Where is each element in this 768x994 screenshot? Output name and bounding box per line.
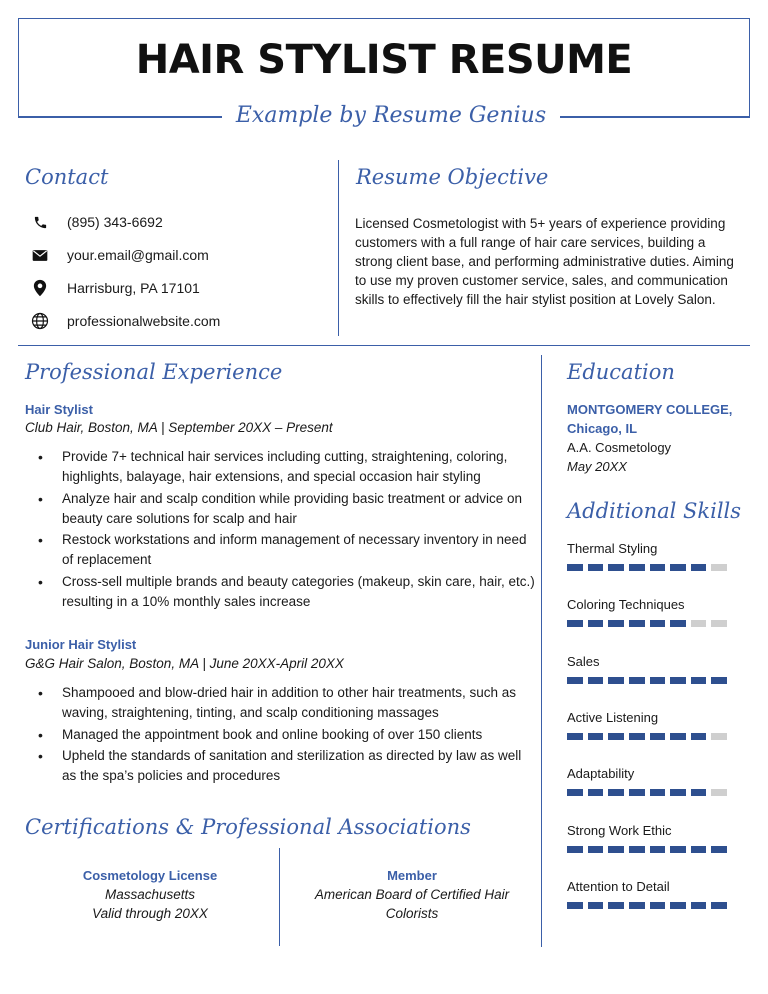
skill-level-bar — [567, 846, 727, 853]
skill-level-filled — [691, 902, 707, 909]
skill-name: Sales — [567, 653, 600, 669]
skill-level-filled — [691, 677, 707, 684]
skill-level-bar — [567, 620, 727, 627]
skill-level-filled — [629, 846, 645, 853]
skill-level-filled — [588, 564, 604, 571]
skill-level-filled — [567, 677, 583, 684]
skill-level-bar — [567, 564, 727, 571]
job-bullets — [25, 683, 535, 788]
skill-level-filled — [711, 677, 727, 684]
resume-subtitle: Example by Resume Genius — [222, 100, 560, 132]
contact-heading: Contact — [25, 165, 109, 189]
education-entry — [567, 400, 732, 476]
skill-level-filled — [650, 789, 666, 796]
contact-email — [30, 244, 209, 266]
certification-item — [40, 866, 260, 923]
contact-phone-text: (895) 343-6692 — [67, 214, 163, 230]
skill-level-filled — [650, 733, 666, 740]
contact-objective-divider — [338, 160, 339, 336]
certification-title: Cosmetology License — [82, 868, 218, 883]
skill-name: Thermal Styling — [567, 541, 658, 556]
skill-level-filled — [567, 789, 583, 796]
skill-level-filled — [670, 620, 686, 627]
skill-level-empty — [711, 564, 727, 571]
header-left-rule — [18, 116, 222, 117]
skill-level-empty — [711, 620, 727, 627]
skill-level-filled — [608, 677, 624, 684]
education-heading: Education — [567, 360, 675, 384]
education-school: MONTGOMERY COLLEGE, — [567, 402, 733, 417]
skill-level-filled — [650, 846, 666, 853]
education-date: May 20XX — [567, 459, 627, 474]
skill-level-empty — [691, 620, 707, 627]
job-meta: Club Hair, Boston, MA | September 20XX – Present — [25, 420, 333, 435]
list-item: • Analyze hair and scalp condition while providing basic treatment or advice on beauty care solutions for scalp and hair — [25, 489, 535, 529]
list-item: • Managed the appointment book and online booking of over 150 clients — [25, 725, 535, 745]
skill-level-filled — [567, 902, 583, 909]
skill-level-filled — [711, 902, 727, 909]
skill-level-filled — [650, 620, 666, 627]
globe-icon — [30, 311, 50, 331]
list-item: • Provide 7+ technical hair services including cutting, straightening, coloring, highlights, balayage, hair extensions, and special occasion hair styling — [25, 447, 535, 487]
skill-level-bar — [567, 733, 727, 740]
skill-level-filled — [691, 846, 707, 853]
skill-level-filled — [629, 564, 645, 571]
skills-heading: Additional Skills — [567, 499, 742, 523]
contact-location — [30, 277, 200, 299]
skill-level-filled — [608, 564, 624, 571]
skill-level-filled — [629, 733, 645, 740]
skill-level-filled — [650, 902, 666, 909]
main-sidebar-divider — [541, 355, 542, 947]
skill-name: Adaptability — [567, 766, 635, 782]
job-title: Hair Stylist — [25, 402, 93, 417]
contact-website — [30, 310, 220, 332]
skill-level-filled — [670, 846, 686, 853]
job-meta: G&G Hair Salon, Boston, MA | June 20XX-April 20XX — [25, 656, 344, 671]
skill-level-filled — [608, 620, 624, 627]
education-location: Chicago, IL — [567, 421, 638, 436]
skill-level-filled — [567, 846, 583, 853]
skill-level-filled — [588, 677, 604, 684]
education-degree: A.A. Cosmetology — [567, 440, 672, 455]
contact-location-text: Harrisburg, PA 17101 — [67, 280, 200, 296]
skill-level-filled — [567, 620, 583, 627]
certifications-divider — [279, 848, 280, 946]
contact-email-text: your.email@gmail.com — [67, 247, 209, 263]
certifications-heading: Certifications & Professional Associations — [25, 815, 471, 839]
skill-level-filled — [608, 846, 624, 853]
section-divider — [18, 345, 750, 346]
skill-level-filled — [670, 677, 686, 684]
certification-title: Member — [387, 868, 437, 883]
list-item: • Upheld the standards of sanitation and sterilization as directed by law as well as the spa’s policies and procedures — [25, 746, 535, 786]
skill-level-filled — [629, 789, 645, 796]
experience-heading: Professional Experience — [25, 360, 283, 384]
certification-detail: Colorists — [385, 906, 439, 921]
skill-level-filled — [629, 620, 645, 627]
skill-level-empty — [711, 789, 727, 796]
skill-level-filled — [588, 902, 604, 909]
objective-heading: Resume Objective — [356, 165, 549, 189]
resume-title: HAIR STYLIST RESUME — [135, 37, 633, 83]
skill-level-filled — [608, 902, 624, 909]
header-right-rule — [560, 116, 750, 117]
skill-level-empty — [711, 733, 727, 740]
skill-level-filled — [629, 677, 645, 684]
skill-level-filled — [567, 564, 583, 571]
phone-icon — [30, 212, 50, 232]
skill-level-filled — [608, 789, 624, 796]
skill-level-filled — [691, 733, 707, 740]
contact-website-text: professionalwebsite.com — [67, 313, 221, 329]
skill-level-filled — [670, 902, 686, 909]
skill-level-filled — [650, 564, 666, 571]
skill-level-filled — [691, 789, 707, 796]
skill-level-filled — [588, 733, 604, 740]
location-pin-icon — [30, 278, 50, 298]
skill-level-filled — [691, 564, 707, 571]
certification-detail: Massachusetts — [104, 887, 196, 902]
skill-level-filled — [650, 677, 666, 684]
skill-level-filled — [588, 620, 604, 627]
skill-level-filled — [608, 733, 624, 740]
skill-name: Strong Work Ethic — [567, 822, 672, 838]
skill-level-filled — [629, 902, 645, 909]
objective-text: Licensed Cosmetologist with 5+ years of experience providing customers with a full range of hair care services, building a strong client base, and performing administrative duties. Aiming to use my proven customer service, sales, and communication skills to effectively fill the hair stylist position at Lovely Salon. — [355, 216, 734, 307]
skill-level-filled — [588, 846, 604, 853]
skill-name: Active Listening — [567, 709, 659, 725]
skill-level-bar — [567, 789, 727, 796]
skill-level-filled — [670, 564, 686, 571]
skill-level-filled — [670, 733, 686, 740]
job-title: Junior Hair Stylist — [25, 637, 137, 652]
job-bullets — [25, 447, 535, 613]
email-icon — [30, 245, 50, 265]
contact-phone — [30, 211, 163, 233]
certification-detail: American Board of Certified Hair — [314, 887, 510, 902]
skill-level-filled — [588, 789, 604, 796]
list-item: • Restock workstations and inform management of necessary inventory in need of replacement — [25, 530, 535, 570]
certification-item — [296, 866, 528, 923]
skill-level-bar — [567, 902, 727, 909]
list-item: • Cross-sell multiple brands and beauty categories (makeup, skin care, hair, etc.) resulting in a 10% monthly sales increase — [25, 572, 535, 612]
list-item: • Shampooed and blow-dried hair in addition to other hair treatments, such as waving, straightening, tinting, and scalp conditioning massages — [25, 683, 535, 723]
skill-level-filled — [711, 846, 727, 853]
skill-level-filled — [670, 789, 686, 796]
certification-detail: Valid through 20XX — [92, 906, 208, 921]
skill-name: Attention to Detail — [567, 878, 670, 894]
skill-level-filled — [567, 733, 583, 740]
skill-name: Coloring Techniques — [567, 597, 685, 613]
skill-level-bar — [567, 677, 727, 684]
